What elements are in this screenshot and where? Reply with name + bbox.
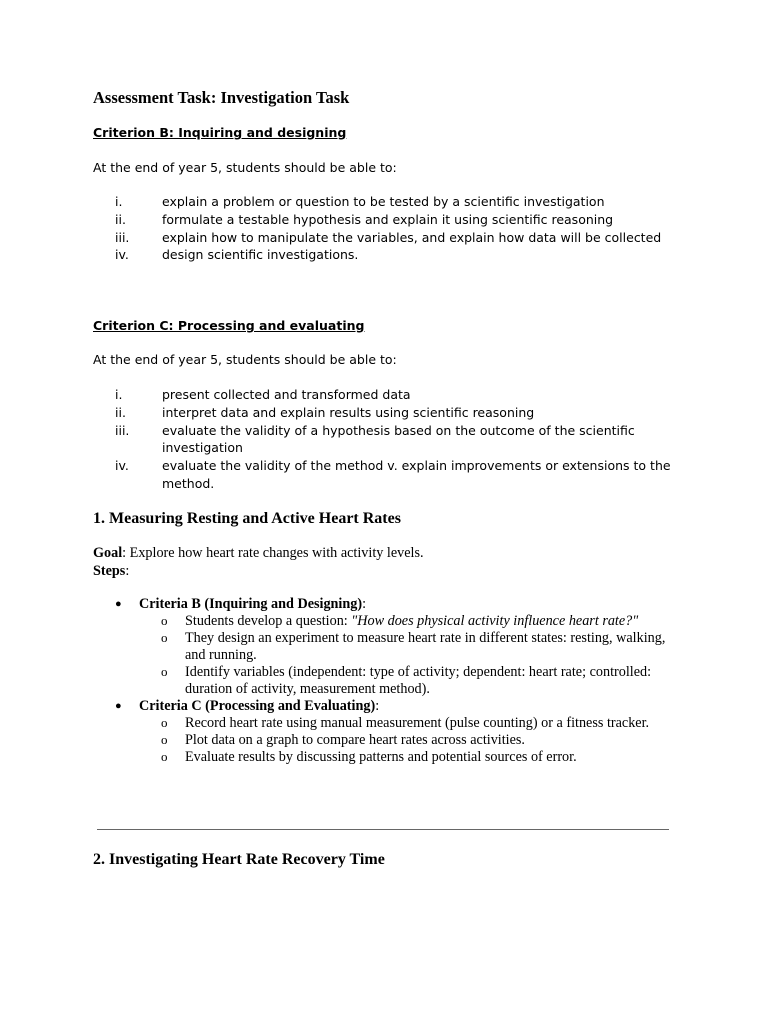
goal-text: : Explore how heart rate changes with activity levels. — [122, 545, 424, 561]
sub-list — [139, 715, 673, 766]
steps-line: Steps: — [93, 563, 130, 579]
criterion-b-intro: At the end of year 5, students should be able to: — [93, 160, 397, 175]
circle-bullet-icon: o — [161, 749, 168, 764]
list-item: iv. evaluate the validity of the method v. explain improvements or extensions to the method. — [115, 458, 671, 491]
list-item: ii. formulate a testable hypothesis and explain it using scientific reasoning — [115, 211, 614, 227]
steps-label: Steps — [93, 563, 126, 579]
circle-bullet-icon: o — [161, 715, 168, 730]
list-item: i. present collected and transformed data — [115, 387, 411, 402]
list-item: o Evaluate results by discussing patterns and potential sources of error. — [161, 749, 577, 765]
list-item: ii. interpret data and explain results using scientific reasoning — [115, 404, 535, 420]
criterion-c-list — [93, 386, 683, 493]
section-2-heading: 2. Investigating Heart Rate Recovery Time — [93, 851, 385, 868]
circle-bullet-icon: o — [161, 664, 168, 679]
sub-list — [139, 613, 673, 698]
steps-list — [113, 596, 673, 766]
bullet-icon: ● — [115, 700, 122, 712]
list-item: iii. evaluate the validity of a hypothesis based on the outcome of the scientific investigation — [115, 422, 635, 456]
circle-bullet-icon: o — [161, 630, 168, 645]
list-item: iv. design scientific investigations. — [115, 247, 359, 263]
list-item: ● Criteria C (Processing and Evaluating): o Record heart rate using manual measurement (pulse counting) or a fitness tracker. o Plot data on a graph to compare heart rates across activities. o Evaluate results by discussing patterns and potential sources of error. — [113, 698, 673, 766]
list-item: o They design an experiment to measure heart rate in different states: resting, walking, and running. — [161, 630, 666, 663]
list-item: iii. explain how to manipulate the variables, and explain how data will be collected — [115, 229, 662, 245]
section-1-heading: 1. Measuring Resting and Active Heart Rates — [93, 510, 401, 527]
criterion-b-list — [93, 193, 683, 264]
circle-bullet-icon: o — [161, 732, 168, 747]
bullet-icon: ● — [115, 598, 122, 610]
list-item: o Plot data on a graph to compare heart rates across activities. — [161, 732, 525, 748]
criterion-c-intro: At the end of year 5, students should be able to: — [93, 352, 397, 367]
criterion-c-heading: Criterion C: Processing and evaluating — [93, 318, 365, 333]
goal-line — [93, 545, 424, 562]
horizontal-divider — [97, 829, 669, 830]
list-item: o Record heart rate using manual measurement (pulse counting) or a fitness tracker. — [161, 715, 650, 731]
goal-label: Goal — [93, 545, 123, 561]
list-item: o Students develop a question: "How does physical activity influence heart rate?" — [161, 613, 639, 629]
criterion-b-heading: Criterion B: Inquiring and designing — [93, 125, 347, 140]
document-title: Assessment Task: Investigation Task — [93, 88, 350, 107]
list-item: o Identify variables (independent: type of activity; dependent: heart rate; controlled: duration of activity, measurement method). — [161, 664, 652, 697]
list-item: ● Criteria B (Inquiring and Designing): o Students develop a question: "How does physical activity influence heart rate?" o They design an experiment to measure heart rate in different states: resting, walking, and running. o Identify variables (independent: type of activity; dependent: heart rate; controlled: duration of activity, measurement method). — [113, 596, 673, 698]
list-item: i. explain a problem or question to be tested by a scientific investigation — [115, 194, 605, 209]
circle-bullet-icon: o — [161, 613, 168, 628]
